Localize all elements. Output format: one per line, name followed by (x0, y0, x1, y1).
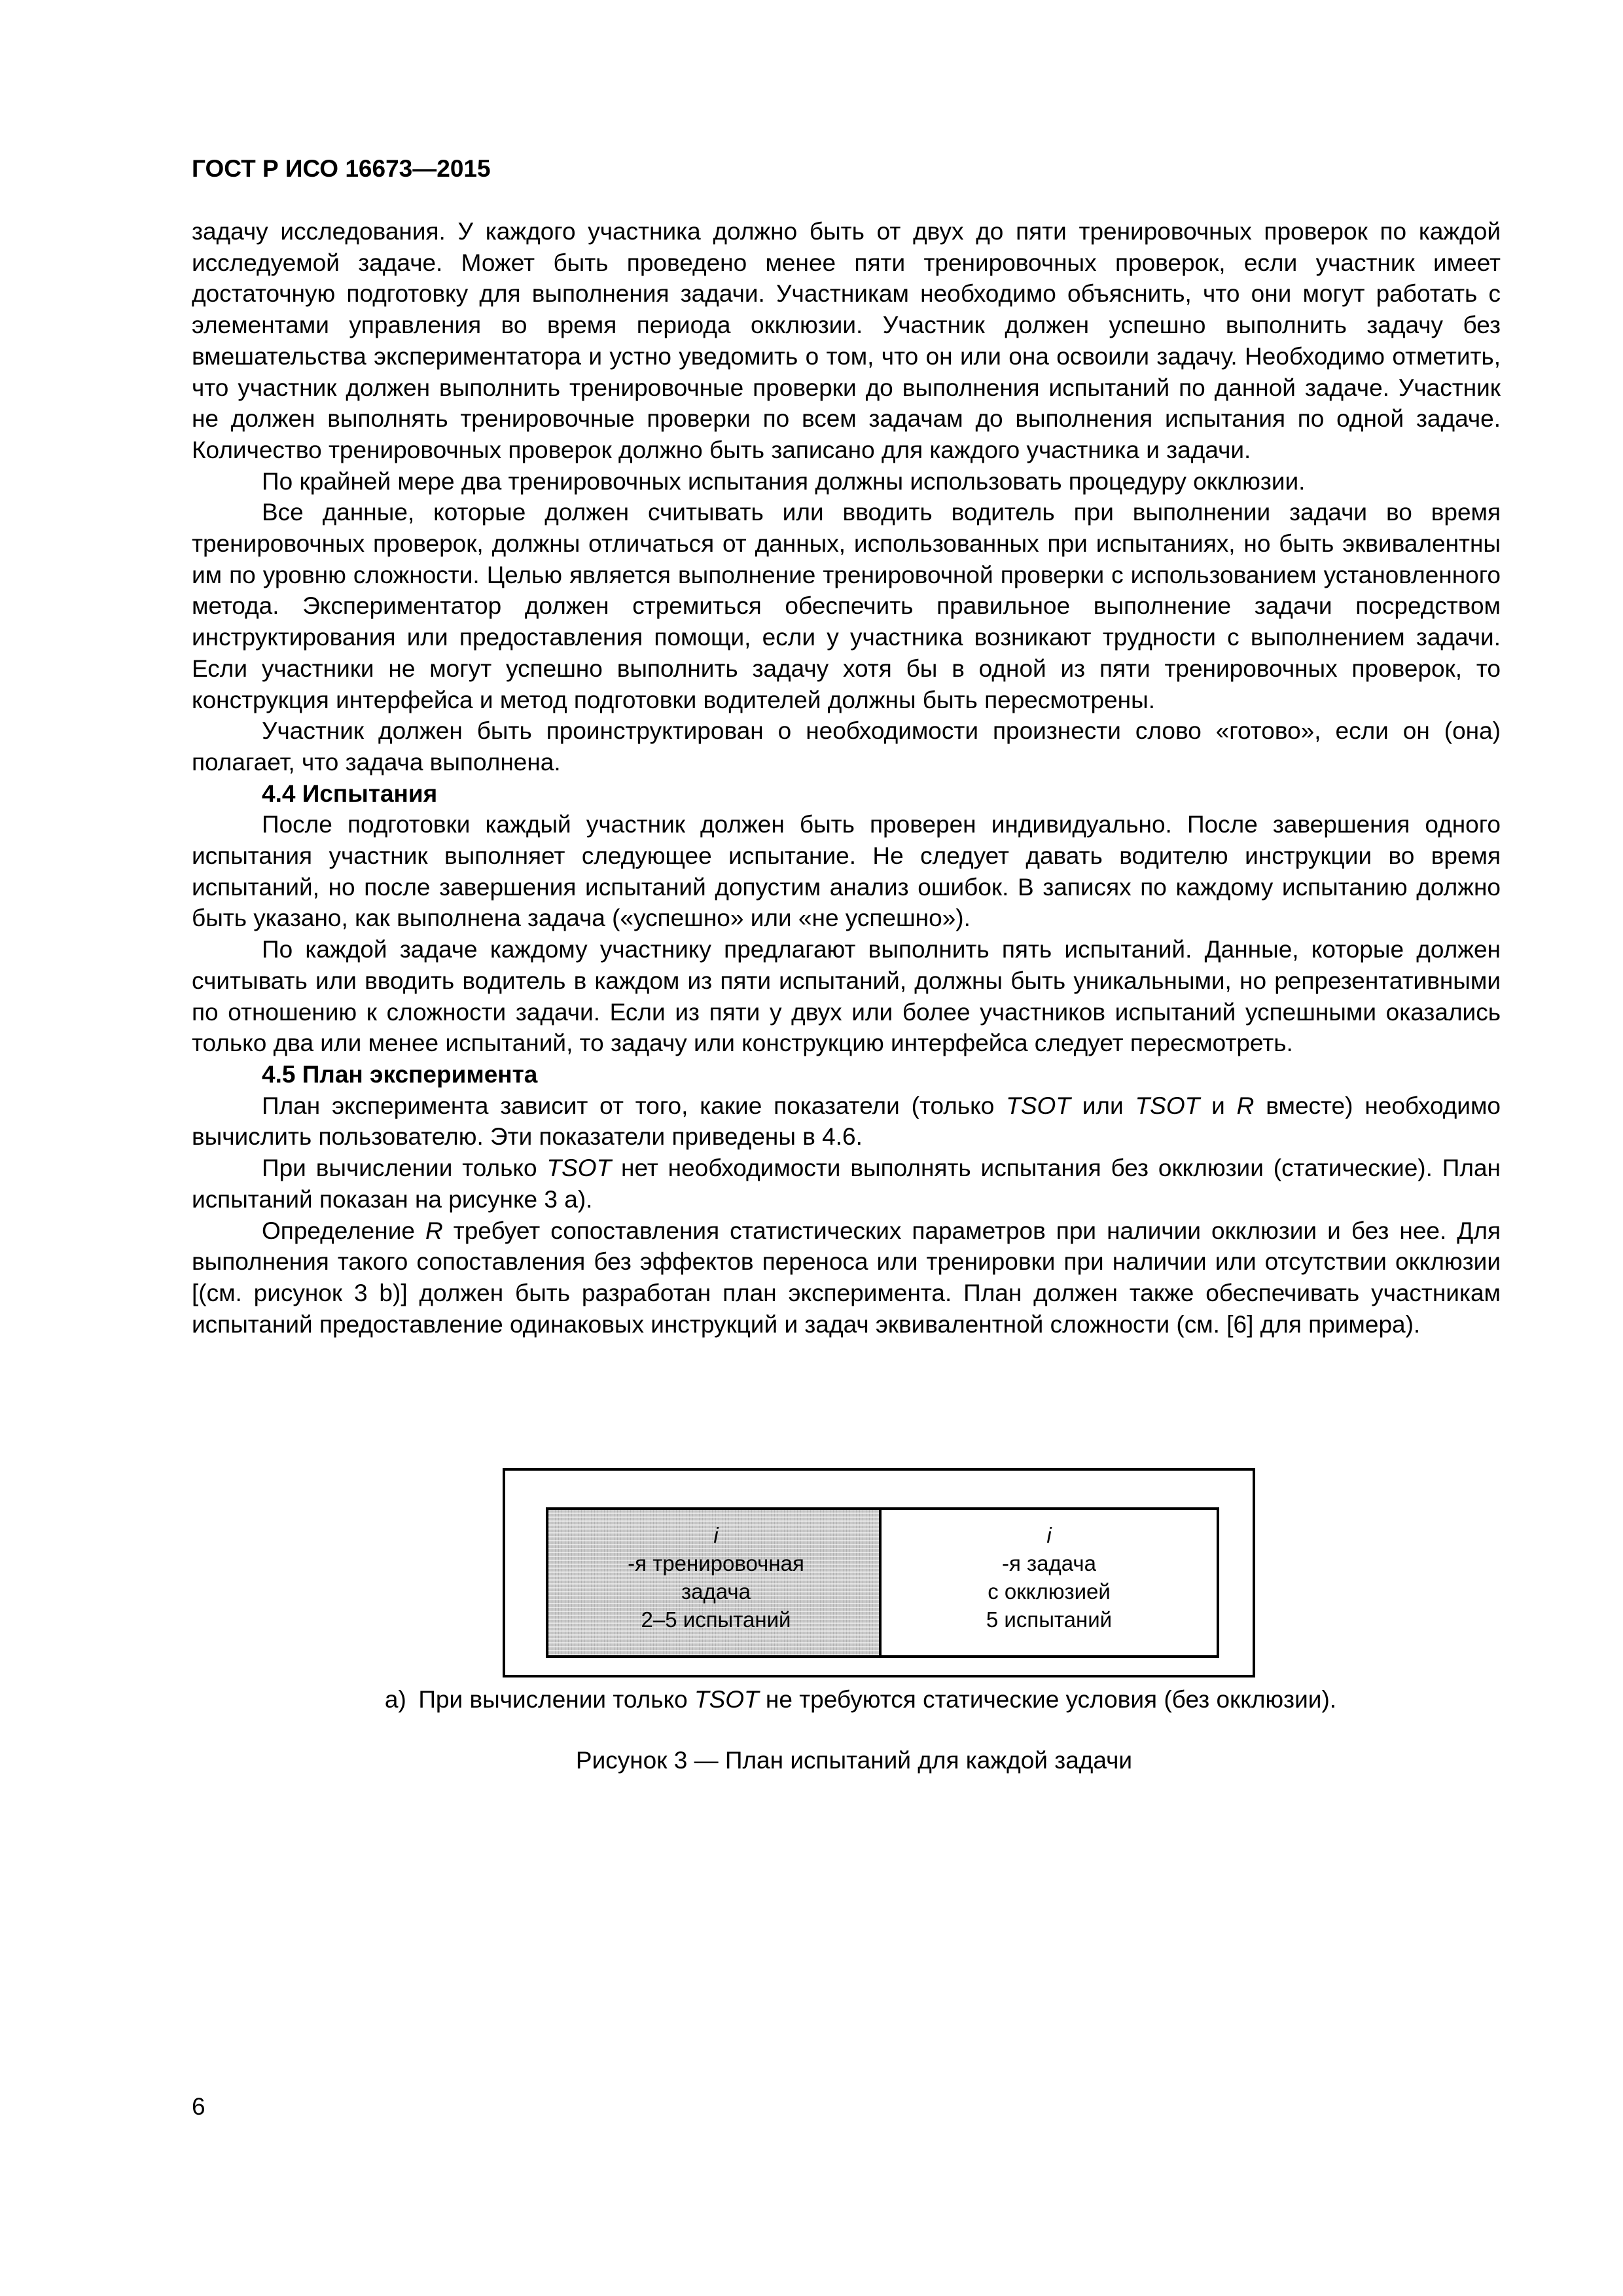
body-text (192, 216, 1501, 1340)
box-line: задача (681, 1579, 751, 1604)
text-run: и (1200, 1092, 1237, 1119)
box-line: 2–5 испытаний (641, 1607, 791, 1632)
paragraph: задачу исследования. У каждого участника должно быть от двух до пяти тренировочных проверок по каждой исследуемой задаче. Может быть проведено менее пяти тренировочных проверок, если участник имеет достаточную подготовку для выполнения задачи. Участникам необходимо объяснить, что они могут работать с элементами управления во время периода окклюзии. Участник должен успешно выполнить задачу без вмешательства экспериментатора и устно уведомить о том, что он или она освоили задачу. Необходимо отметить, что участник должен выполнить тренировочные проверки до выполнения испытаний по данной задаче. Участник не должен выполнять тренировочные проверки по всем задачам до выполнения испытания по одной задаче. Количество тренировочных проверок должно быть записано для каждого участника и задачи. (192, 218, 1501, 463)
text-run: вместе) необходимо вычислить пользователю. Эти показатели приведены в 4.6. (192, 1092, 1501, 1151)
r-term: R (1236, 1092, 1255, 1119)
paragraph: Все данные, которые должен считывать или вводить водитель при выполнении задачи во время тренировочных проверок, должны отличаться от данных, использованных при испытаниях, но быть эквивалентны им по уровню сложности. Целью является выполнение тренировочной проверки с использованием установленного метода. Экспериментатор должен стремиться обеспечить правильное выполнение задачи посредством инструктирования или предоставления помощи, если у участника возникают трудности с выполнением задачи. Если участники не могут успешно выполнить задачу хотя бы в одной из пяти тренировочных проверок, то конструкция интерфейса и метод подготовки водителей должны быть пересмотрены. (192, 499, 1501, 713)
text-run: План эксперимента зависит от того, какие показатели (только (262, 1092, 1007, 1119)
paragraph (192, 1153, 1501, 1215)
paragraph: Участник должен быть проинструктирован о необходимости произнести слово «готово», если он (она) полагает, что задача выполнена. (192, 717, 1501, 776)
text-run: нет необходимости выполнять испытания без окклюзии (статические). План испытаний показан на рисунке 3 а). (192, 1155, 1501, 1213)
document-header: ГОСТ Р ИСО 16673—2015 (192, 155, 491, 182)
r-term: R (425, 1217, 443, 1244)
text-run: а) При вычислении только (384, 1686, 694, 1713)
text-run: При вычислении только (262, 1155, 547, 1182)
paragraph: По крайней мере два тренировочных испытания должны использовать процедуру окклюзии. (262, 467, 1306, 495)
training-task-box (546, 1507, 886, 1658)
page-number: 6 (192, 2093, 205, 2120)
text-run: требует сопоставления статистических параметров при наличии окклюзии и без нее. Для выполнения такого сопоставления без эффектов переноса или тренировки при наличии или отсутствии окклюзии [(см. рисунок 3 b)] должен быть разработан план эксперимента. План должен также обеспечивать участникам испытаний предоставление одинаковых инструкций и задач эквивалентной сложности (см. [6] для примера). (192, 1217, 1501, 1338)
paragraph (192, 1215, 1501, 1340)
figure-3 (503, 1468, 1255, 1677)
tsot-term: TSOT (694, 1686, 759, 1713)
section-heading-4-4: 4.4 Испытания (262, 780, 438, 807)
index-i: i (1046, 1523, 1052, 1547)
text-run: Определение (262, 1217, 425, 1244)
text-run: -я задача (1002, 1551, 1096, 1575)
tsot-term: TSOT (1006, 1092, 1071, 1119)
text-run: или (1070, 1092, 1135, 1119)
index-i: i (713, 1523, 719, 1547)
box-line (548, 1521, 883, 1577)
figure-title: Рисунок 3 — План испытаний для каждой задачи (575, 1747, 1133, 1774)
box-line (882, 1521, 1217, 1577)
occlusion-task-box (879, 1507, 1219, 1658)
box-line: с окклюзией (988, 1579, 1111, 1604)
paragraph: По каждой задаче каждому участнику предлагают выполнить пять испытаний. Данные, которые должен считывать или вводить водитель в каждом из пяти испытаний, должны быть уникальными, но репрезентативными по отношению к сложности задачи. Если из пяти у двух или более участников испытаний успешными оказались только два или менее испытаний, то задачу или конструкцию интерфейса следует пересмотреть. (192, 936, 1501, 1057)
tsot-term: TSOT (546, 1155, 612, 1182)
text-run: не требуются статические условия (без окклюзии). (758, 1686, 1337, 1713)
paragraph: После подготовки каждый участник должен быть проверен индивидуально. После завершения одного испытания участник выполняет следующее испытание. Не следует давать водителю инструкции во время испытаний, но после завершения испытаний допустим анализ ошибок. В записях по каждому испытанию должно быть указано, как выполнена задача («успешно» или «не успешно»). (192, 811, 1501, 932)
tsot-term: TSOT (1135, 1092, 1200, 1119)
paragraph (192, 1090, 1501, 1153)
box-line: 5 испытаний (986, 1607, 1113, 1632)
section-heading-4-5: 4.5 План эксперимента (262, 1060, 538, 1088)
text-run: -я тренировочная (628, 1551, 804, 1575)
figure-caption (0, 1684, 1623, 1715)
